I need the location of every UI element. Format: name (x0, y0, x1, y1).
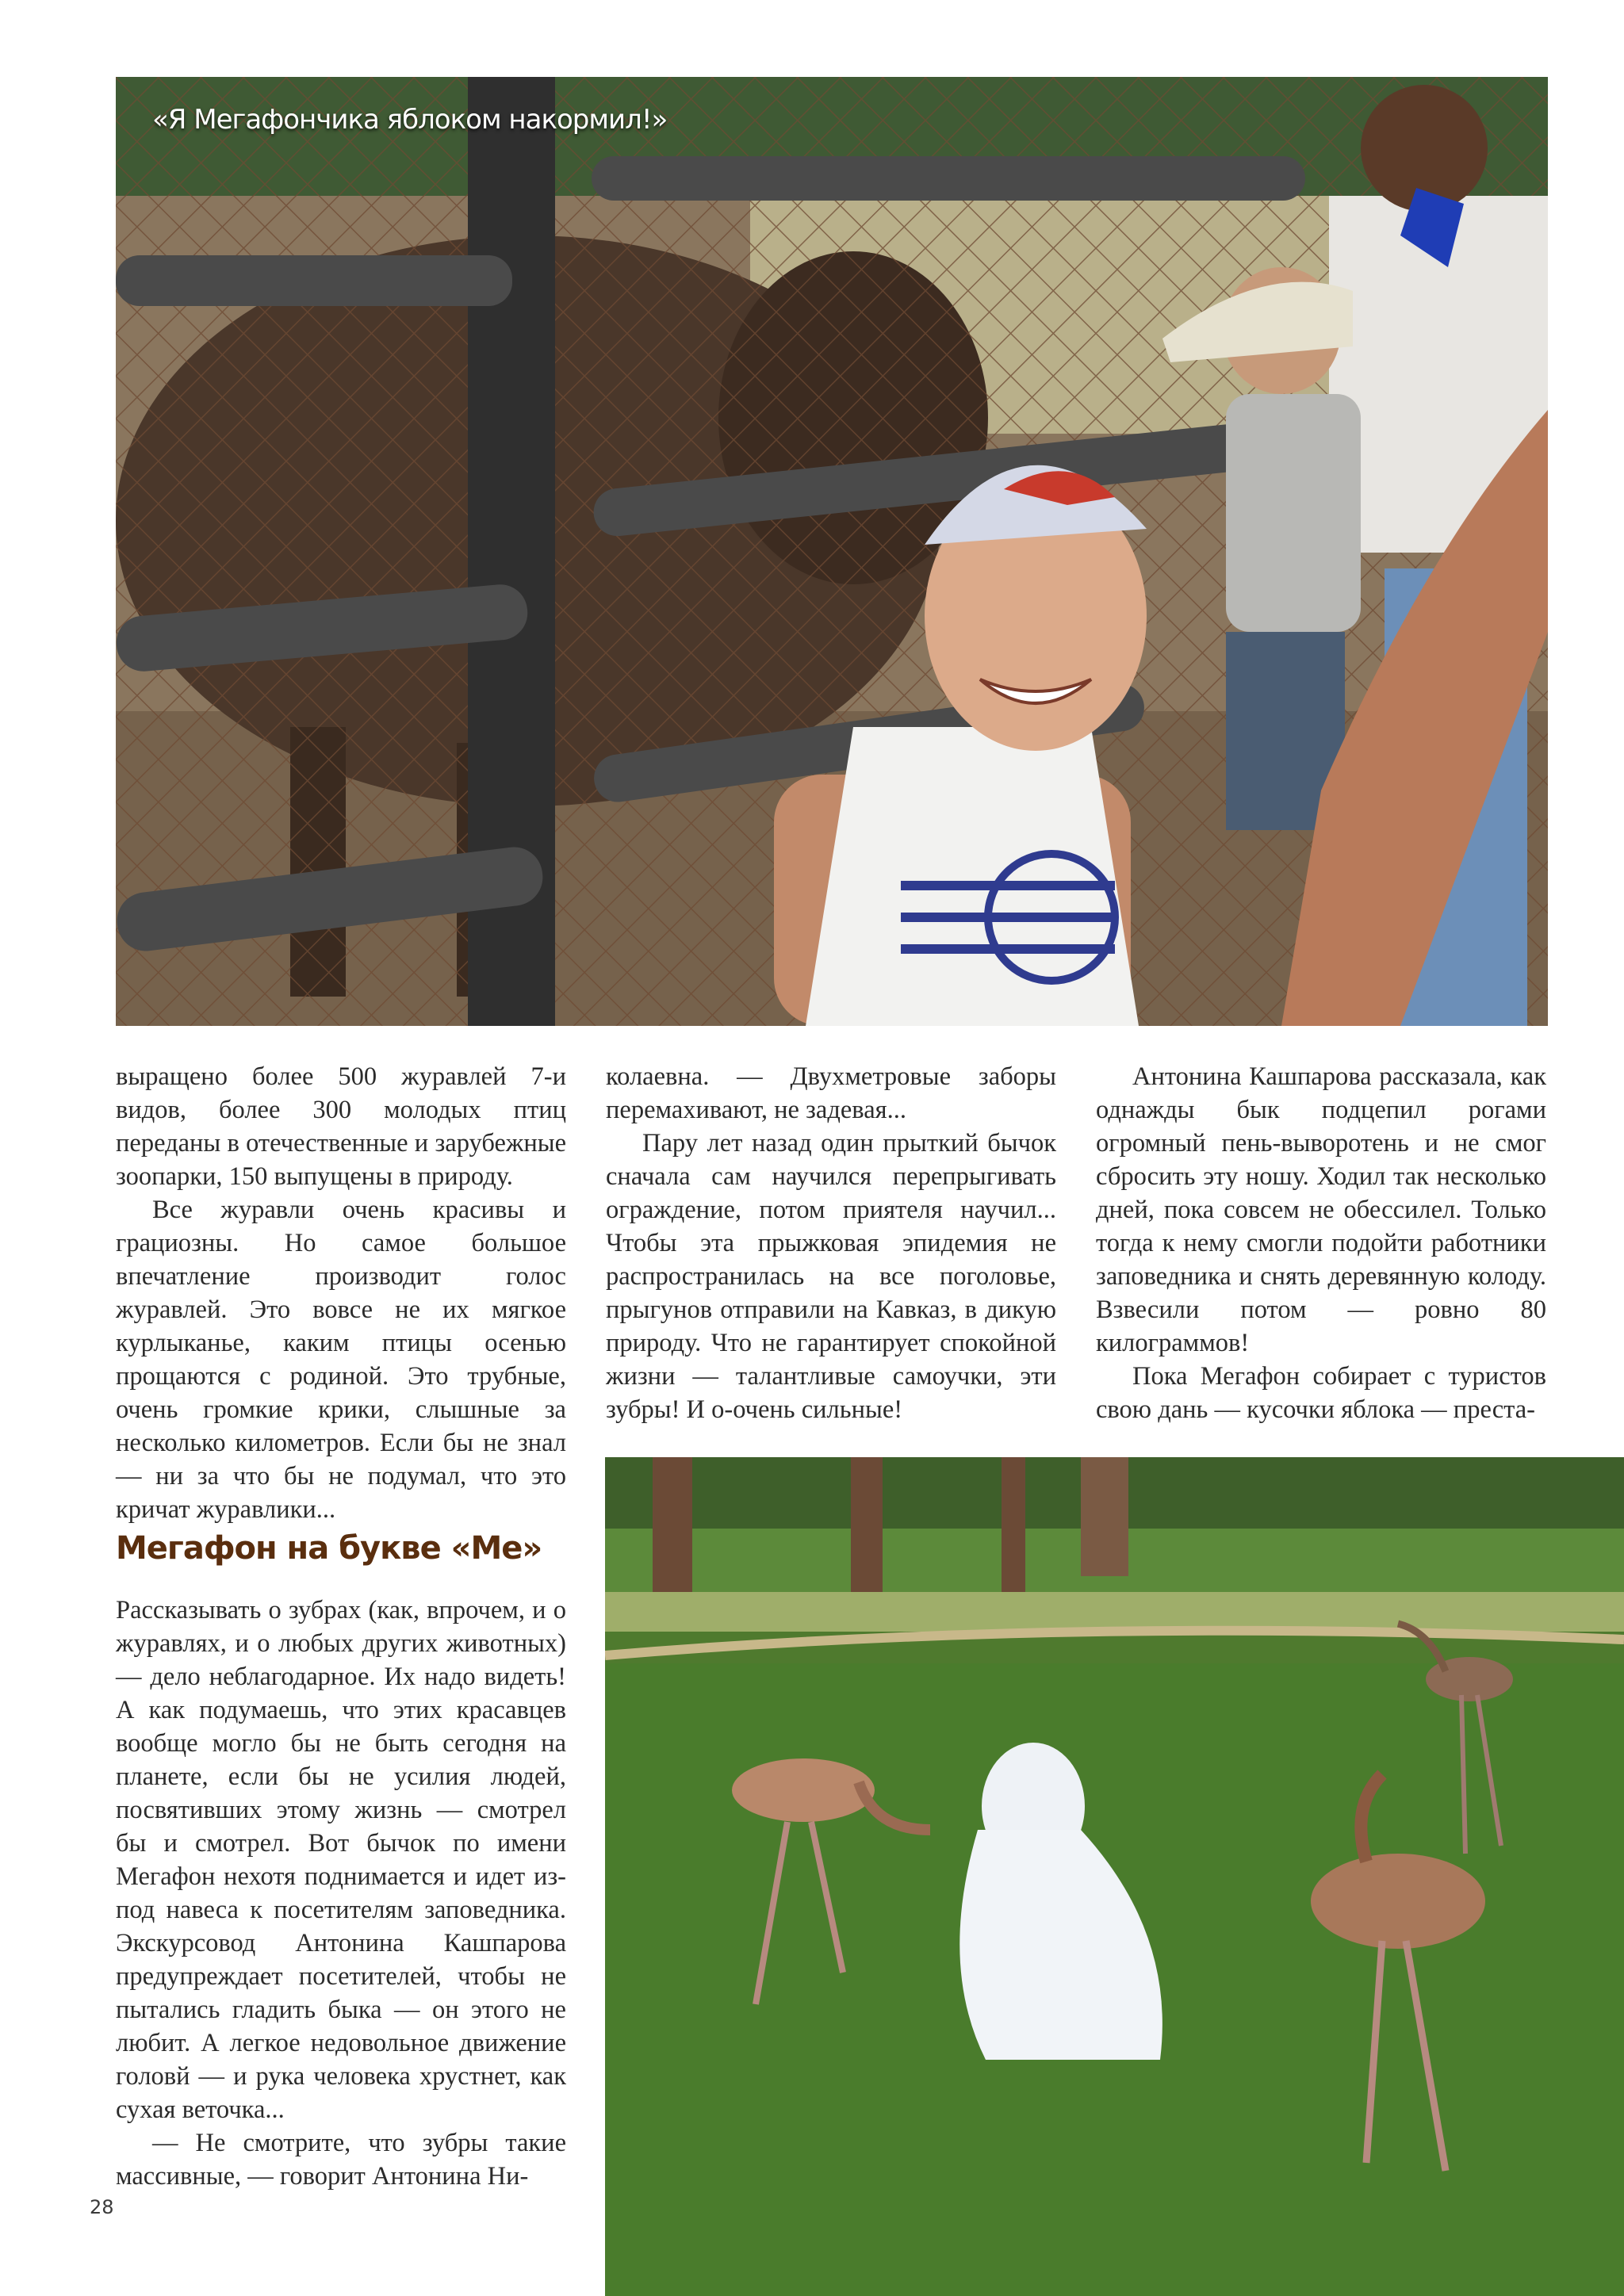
column-3 (1096, 1060, 1546, 1426)
paragraph: Пару лет назад один прыткий бычок сначала сам научился перепрыгивать ограждение, потом приятеля научил... Чтобы эта прыжковая эпидемия не распространилась на все поголовье, прыгунов отправили на Кавказ, в дикую природу. Что не гарантирует спокойной жизни — талантливые самоучки, эти зубры! И о-очень сильные! (606, 1129, 1056, 1424)
column-2 (606, 1060, 1056, 1426)
cranes-photo (605, 1457, 1624, 2296)
page-number: 28 (90, 2196, 114, 2218)
paragraph: выращено более 500 журавлей 7-и видов, более 300 молодых птиц переданы в отечественные и зарубежные зоопарки, 150 выпущены в природу. (116, 1062, 566, 1191)
column-1-section (116, 1594, 566, 2193)
paragraph: колаевна. — Двухметровые заборы перемахивают, не задевая... (606, 1062, 1056, 1124)
paragraph: Пока Мегафон собирает с туристов свою дань — кусочки яблока — преста- (1096, 1362, 1546, 1424)
tank-top (806, 727, 1139, 1026)
photo-caption: «Я Мегафончика яблоком накормил!» (152, 104, 668, 136)
paragraph: Рассказывать о зубрах (как, впрочем, и о журавлях, и о любых других животных) — дело неблагодарное. Их надо видеть! А как подумаешь, что этих красавцев вообще могло бы не быть сегодня на планете, если бы не усилия людей, посвятивших этому жизнь — смотрел бы и смотрел. Вот бычок по имени Мегафон нехотя поднимается и идет из-под навеса к посетителям заповедника. Экскурсовод Антонина Кашпарова предупреждает посетителей, чтобы не пытались гладить быка — он этого не любит. А легкое недовольное движение головй — и рука человека хрустнет, как сухая веточка... (116, 1596, 566, 2124)
cranes-illustration (605, 1457, 1624, 2296)
paragraph: — Не смотрите, что зубры такие массивные, — говорит Антонина Ни- (116, 2129, 566, 2191)
column-1 (116, 1060, 566, 1526)
section-heading: Мегафон на букве «Ме» (116, 1530, 542, 1567)
bison-fence-photo (116, 77, 1548, 1026)
paragraph: Антонина Кашпарова рассказала, как однажды бык подцепил рогами огромный пень-выворотень и не смог сбросить эту ношу. Ходил так несколько дней, пока совсем не обессилел. Только тогда к нему смогли подойти работники заповедника и снять деревянную колоду. Взвесили потом — ровно 80 килограммов! (1096, 1062, 1546, 1357)
paragraph: Все журавли очень красивы и грациозны. Но самое большое впечатление производит голос журавлей. Это вовсе не их мягкое курлыканье, каким птицы осенью прощаются с родиной. Это трубные, очень громкие крики, слышные за несколько километров. Если бы не знал — ни за что бы не подумал, что это кричат журавлики... (116, 1196, 566, 1524)
bison-fence-illustration (116, 77, 1548, 1026)
